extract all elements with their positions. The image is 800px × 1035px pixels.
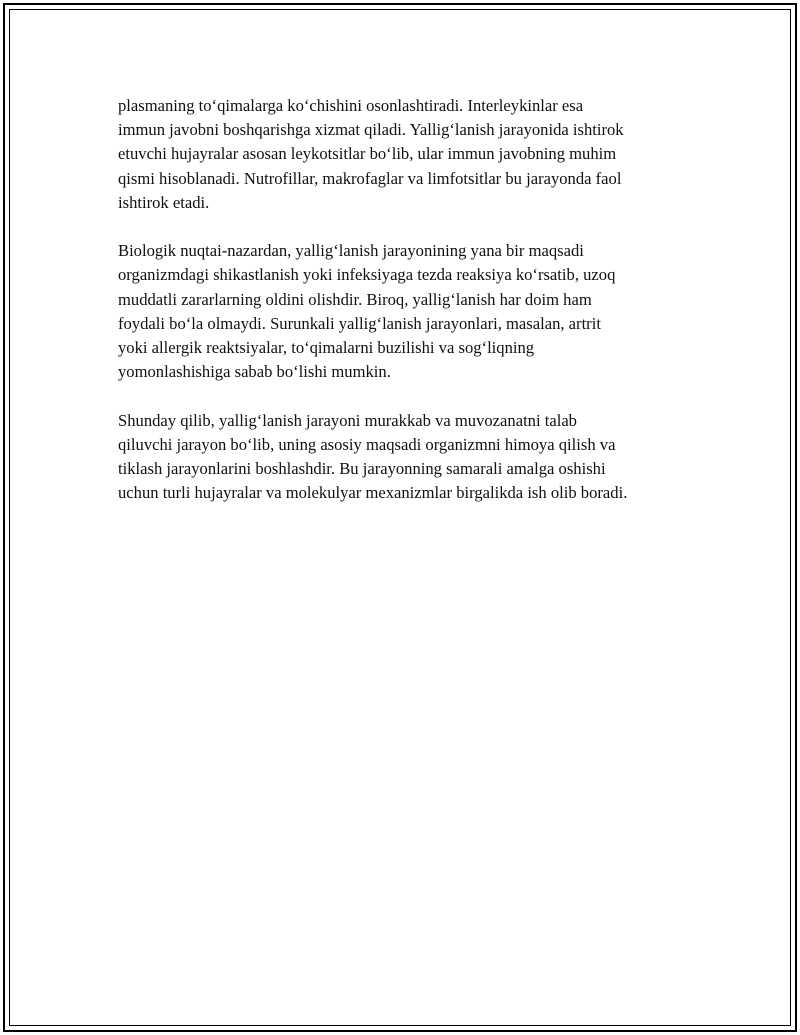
text-line: etuvchi hujayralar asosan leykotsitlar bo‘lib, ular immun javobning muhim bbox=[118, 144, 617, 164]
text-line: plasmaning to‘qimalarga ko‘chishini osonlashtiradi. Interleykinlar esa bbox=[118, 96, 584, 115]
text-line: tiklash jarayonlarini boshlashdir. Bu jarayonning samarali amalga oshishi bbox=[118, 459, 606, 479]
text-line: immun javobni boshqarishga xizmat qiladi. Yallig‘lanish jarayonida ishtirok bbox=[118, 120, 624, 140]
text-line: muddatli zararlarning oldini olishdir. Biroq, yallig‘lanish har doim ham bbox=[118, 289, 592, 309]
paragraph-1 bbox=[118, 94, 698, 215]
text-line: qiluvchi jarayon bo‘lib, uning asosiy maqsadi organizmni himoya qilish va bbox=[118, 434, 616, 454]
text-line: yomonlashishiga sabab bo‘lishi mumkin. bbox=[118, 362, 391, 382]
text-line: uchun turli hujayralar va molekulyar mexanizmlar birgalikda ish olib boradi. bbox=[118, 483, 628, 503]
paragraph-2 bbox=[118, 239, 698, 384]
text-line: Biologik nuqtai-nazardan, yallig‘lanish jarayonining yana bir maqsadi bbox=[118, 241, 584, 261]
text-line: yoki allergik reaktsiyalar, to‘qimalarni buzilishi va sog‘liqning bbox=[118, 338, 535, 358]
document-body bbox=[118, 94, 698, 530]
text-line: foydali bo‘la olmaydi. Surunkali yallig‘lanish jarayonlari, masalan, artrit bbox=[118, 313, 601, 333]
paragraph-3 bbox=[118, 409, 698, 506]
text-line: organizmdagi shikastlanish yoki infeksiyaga tezda reaksiya ko‘rsatib, uzoq bbox=[118, 265, 616, 285]
text-line: Shunday qilib, yallig‘lanish jarayoni murakkab va muvozanatni talab bbox=[118, 410, 577, 430]
text-line: ishtirok etadi. bbox=[118, 192, 210, 212]
text-line: qismi hisoblanadi. Nutrofillar, makrofaglar va limfotsitlar bu jarayonda faol bbox=[118, 168, 622, 188]
